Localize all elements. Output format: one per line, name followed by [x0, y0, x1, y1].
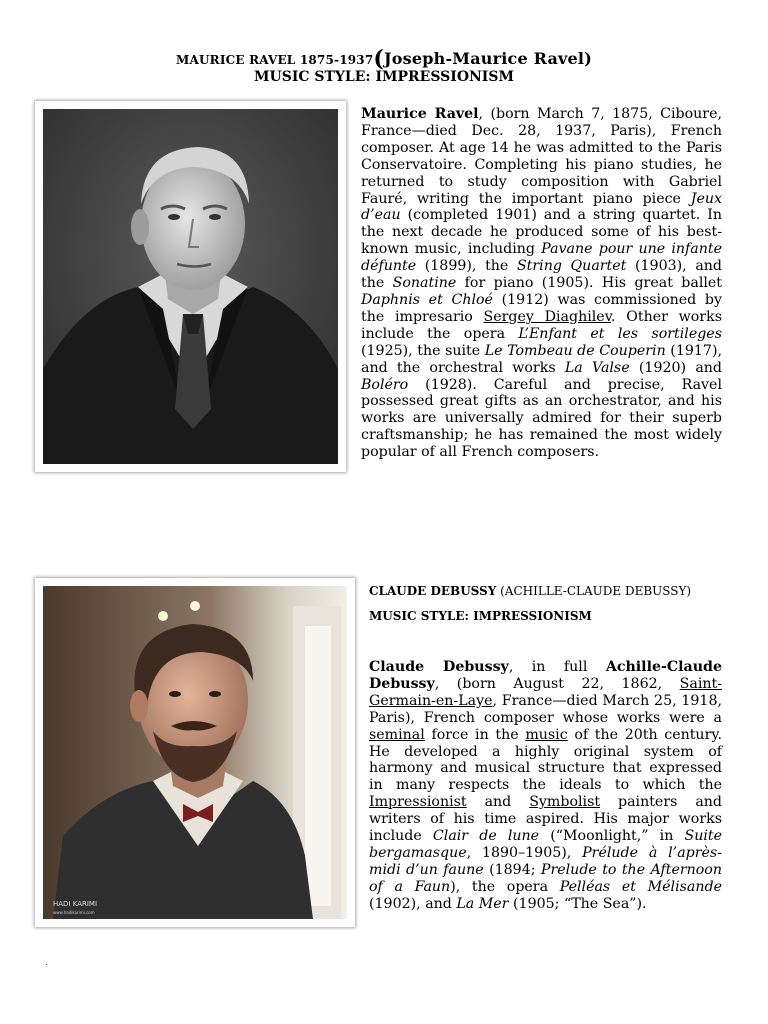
bio-text: , (born March 7, 1875, Ciboure, France—died Dec. 28, 1937, Paris), French composer. At age 14 he was admitted to the Paris Conservatoire. Completing his piano studies, he returned to study composition with Gabriel Fauré, writing the important piano piece: [361, 106, 722, 207]
work-title: String Quartet: [516, 258, 627, 275]
work-title: La Valse: [564, 359, 630, 376]
title-alt-name: Joseph-Maurice Ravel: [384, 49, 585, 68]
bio-text: (1905; “The Sea”).: [508, 895, 647, 912]
ravel-bio-name: Maurice Ravel: [361, 106, 479, 122]
ravel-biography: [361, 106, 722, 461]
bio-text: force in the: [424, 726, 526, 743]
bio-text: for piano (1905). His great ballet: [456, 275, 722, 292]
bio-text: . Other works include the opera: [361, 308, 722, 342]
work-title: Pelléas et Mélisande: [559, 878, 722, 895]
debussy-full-name: Achille-Claude Debussy: [369, 659, 723, 692]
work-title: La Mer: [456, 895, 509, 912]
link-music[interactable]: music: [525, 726, 568, 743]
title-paren-open: (: [373, 46, 385, 72]
bio-text: (1894;: [483, 861, 541, 878]
bio-text: (1920) and: [629, 359, 722, 376]
debussy-photo-frame: [35, 578, 355, 927]
bio-text: (1917), and the orchestral works: [361, 342, 722, 376]
work-title: L’Enfant et les sortileges: [518, 325, 722, 342]
photo-watermark-url: www.hadikarimi.com: [53, 910, 95, 915]
work-title: Pavane pour une infante défunte: [361, 241, 722, 275]
bio-text: , in full: [508, 659, 606, 675]
bio-text: (“Moonlight,” in: [539, 828, 685, 845]
work-title: Sonatine: [392, 275, 457, 292]
link-symbolist[interactable]: Symbolist: [529, 794, 601, 811]
link-saint-germain-en-laye[interactable]: Saint-Germain-en-Laye: [369, 675, 722, 709]
bio-text: (completed 1901) and a string quartet. In the next decade he produced some of his best-known music, including: [361, 207, 722, 258]
debussy-style-line: MUSIC STYLE: IMPRESSIONISM: [369, 609, 592, 623]
debussy-portrait-image: [43, 586, 347, 919]
bio-text: (1899), the: [416, 258, 517, 275]
link-sergey-diaghilev[interactable]: Sergey Diaghilev: [483, 308, 612, 325]
footer-mark: .: [45, 958, 48, 967]
ravel-photo-frame: [35, 101, 346, 472]
work-title: Prélude à l’après-midi d’un faune: [369, 844, 722, 878]
bio-text: (1903), and the: [361, 258, 722, 292]
bio-text: (1902), and: [369, 895, 457, 912]
debussy-heading: [369, 584, 691, 598]
work-title: Prelude to the Afternoon of a Faun: [369, 861, 722, 895]
ravel-portrait-image: [43, 109, 338, 464]
bio-text: of the 20th century. He developed a highly original system of harmony and musical structure that expressed in many respects the ideals to which the: [369, 726, 722, 794]
debussy-heading-alt: (ACHILLE-CLAUDE DEBUSSY): [496, 584, 692, 598]
title-composer-name: MAURICE RAVEL 1875-1937: [176, 53, 374, 67]
bio-text: , France—died March 25, 1918, Paris), French composer whose works were a: [369, 692, 722, 726]
link-seminal[interactable]: seminal: [369, 726, 425, 743]
bio-text: , 1890–1905),: [466, 844, 583, 861]
work-title: Boléro: [361, 376, 409, 393]
work-title: Jeux d’eau: [361, 190, 722, 224]
bio-text: painters and writers of his time aspired. His major works include: [369, 794, 722, 845]
bio-text: (1928). Careful and precise, Ravel possessed great gifts as an orchestrator, and his works are universally admired for their superb craftsmanship; he has remained the most widely popular of all French composers.: [361, 376, 722, 461]
debussy-bio-name: Claude Debussy: [369, 659, 509, 675]
bio-text: , (born August 22, 1862,: [434, 675, 680, 692]
photo-watermark: HADI KARIMI: [53, 900, 98, 908]
work-title: Le Tombeau de Couperin: [484, 342, 666, 359]
ravel-style-line: MUSIC STYLE: IMPRESSIONISM: [254, 69, 514, 85]
link-impressionist[interactable]: Impressionist: [369, 794, 467, 811]
work-title: Clair de lune: [432, 828, 540, 845]
bio-text: and: [466, 794, 530, 811]
bio-text: (1925), the suite: [361, 342, 485, 359]
bio-text: (1912) was commissioned by the impresario: [361, 291, 722, 325]
work-title: Daphnis et Chloé: [361, 291, 493, 308]
title-paren-close: ): [584, 49, 592, 68]
debussy-biography: [369, 659, 722, 913]
work-title: Suite bergamasque: [369, 828, 722, 861]
bio-text: ), the opera: [450, 878, 560, 895]
debussy-heading-name: CLAUDE DEBUSSY: [369, 584, 497, 598]
